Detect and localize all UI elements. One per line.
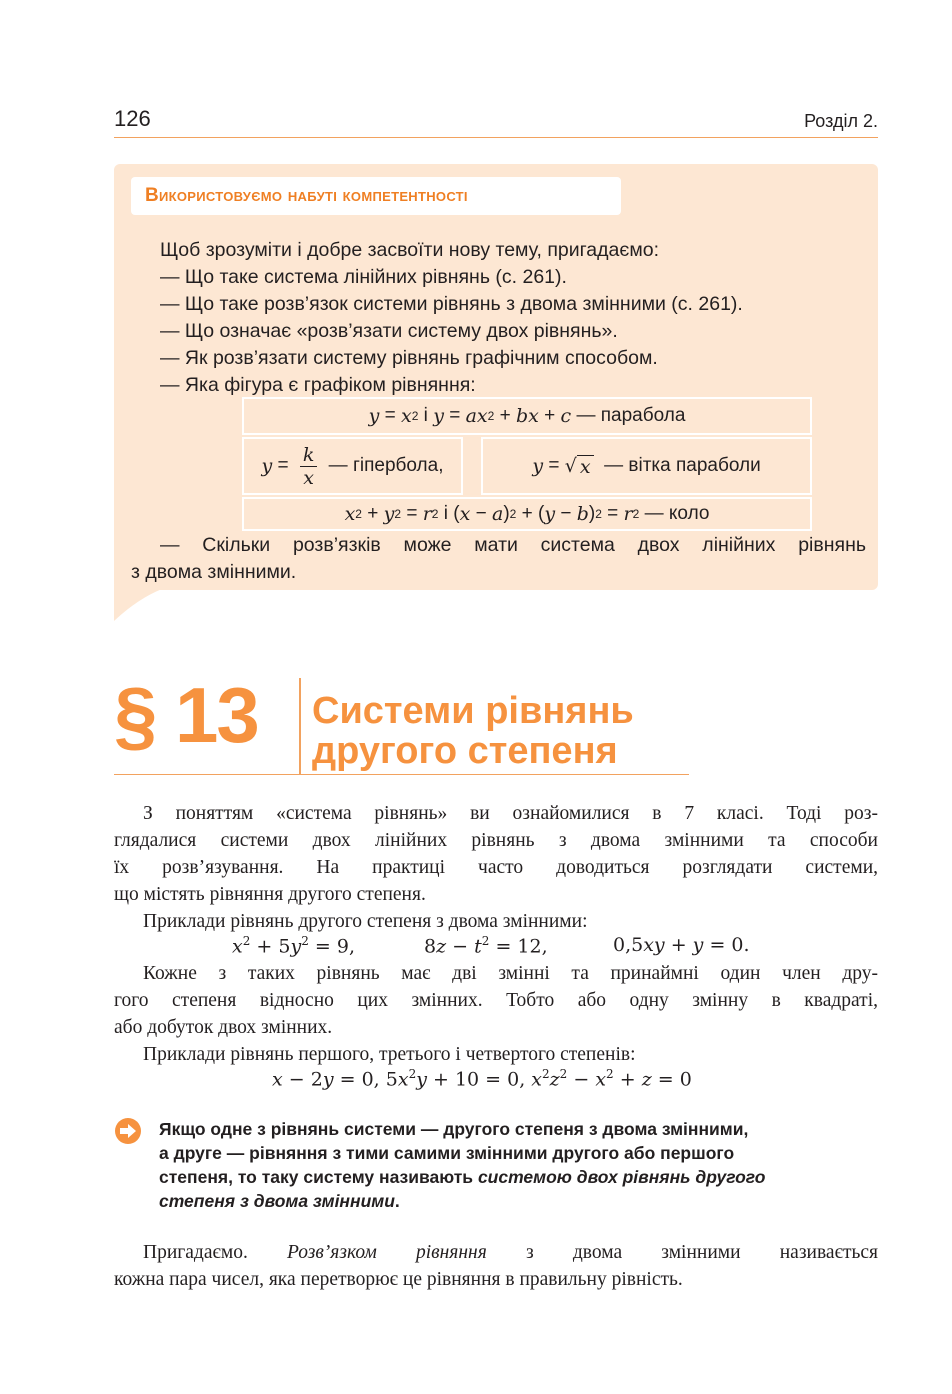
speech-bubble-tail [114,585,174,621]
remember-line [143,1239,878,1266]
remember-term: Розв’язком рівняння [287,1242,487,1263]
remember-line: кожна пара чисел, яка перетворює це рівняння в правильну рівність. [114,1269,683,1290]
example-eq-2: $8z - t^2 = 12$, [424,934,548,958]
hyperbola-label: — гіпербола, [328,455,444,476]
conj-and: і [423,405,428,426]
definition-text: степеня, то таку систему називають [159,1167,478,1187]
competencies-item: — Яка фігура є графіком рівняння: [160,374,476,396]
body-line: З поняттям «система рівнянь» ви ознайомилися в 7 класі. Тоді роз- [143,803,878,824]
body-line: глядалися системи двох лінійних рівнянь з двома змінними та способи [114,830,878,851]
body-line: або добуток двох змінних. [114,1017,333,1038]
section-number: § 13 [114,671,258,759]
definition-term-cont: степеня з двома змінними [159,1191,395,1211]
definition-line [159,1189,400,1213]
conj-and-2: і [443,503,448,524]
formula-parabola: y = x 2 і y = ax 2 + bx + c — парабола [242,397,812,435]
remember-start: Пригадаємо. [143,1242,288,1263]
remember-end: з двома змінними називається [486,1242,878,1263]
competencies-item: — Що таке розв’язок системи рівнянь з двома змінними (с. 261). [160,293,743,315]
body-line: Кожне з таких рівнянь має дві змінні та принаймні один член дру- [143,963,878,984]
definition-end: . [394,1191,400,1211]
page-number: 126 [114,106,151,131]
body-line: їх розв’язування. На практиці часто доводиться розглядати системи, [114,857,878,878]
circle-label: — коло [644,503,710,524]
branch-label: — вітка параболи [604,455,761,476]
formula-circle: x 2 + y 2 = r 2 і ( x − a ) 2 + ( y − b ) 2 = r 2 — коло [242,497,812,531]
body-line: Приклади рівнянь першого, третього і четвертого степенів: [143,1044,636,1065]
body-line: Приклади рівнянь другого степеня з двома змінними: [143,911,588,932]
formula-hyperbola: y = k x — гіпербола, [242,437,463,495]
competencies-item: — Що таке система лінійних рівнянь (с. 261). [160,266,567,288]
competencies-item: — Що означає «розв’язати систему двох рівнянь». [160,320,618,342]
competencies-intro: Щоб зрозуміти і добре засвоїти нову тему, пригадаємо: [160,239,659,261]
competencies-last-item-cont: з двома змінними. [131,561,297,583]
body-line: що містять рівняння другого степеня. [114,884,426,905]
formula-sqrt: y = √ x — вітка параболи [481,437,812,495]
example-eq-1: $x^2 + 5y^2 = 9$, [232,934,355,958]
section-title-line2: другого степеня [312,730,618,772]
definition-line: а друге — рівняння з тими самими змінними другого або першого [159,1143,735,1163]
competencies-last-item: — Скільки розв’язків може мати система двох лінійних рівнянь [160,534,866,556]
parabola-label: — парабола [576,405,686,426]
section-title-line1: Системи рівнянь [312,690,634,732]
example-eq-3: 0,5xy + y = 0. [613,934,750,956]
definition-line: Якщо одне з рівнянь системи — другого степеня з двома змінними, [159,1119,749,1139]
definition-term: системою двох рівнянь другого [477,1167,766,1187]
section-rule [114,774,689,775]
body-line: гого степеня відносно цих змінних. Тобто або одну змінну в квадраті, [114,990,878,1011]
chapter-label: Розділ 2. [804,111,878,131]
section-divider [299,678,301,775]
example-eq-higher: x − 2y = 0, $5x^2y + 10 = 0$, $x^2z^2 - x^2 + z = 0$ [272,1067,692,1091]
arrow-right-icon [114,1117,142,1145]
competencies-item: — Як розв’язати систему рівнянь графічним способом. [160,347,658,369]
competencies-title: Використовуємо набуті компетентності [145,185,468,206]
header-rule [114,137,878,138]
definition-line [159,1165,765,1189]
